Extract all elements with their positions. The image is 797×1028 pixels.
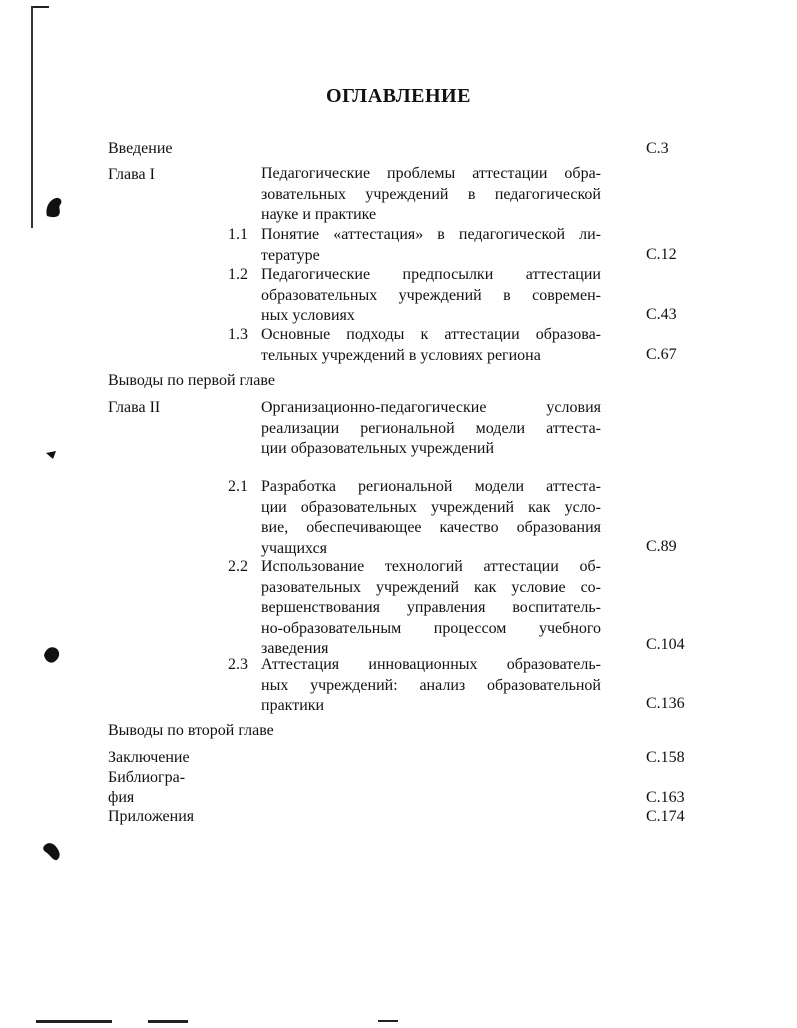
scan-corner-mark	[31, 6, 49, 8]
toc-chapter1-title	[261, 164, 601, 226]
toc-line: ных условиях	[261, 307, 355, 324]
toc-section-number: 2.1	[228, 478, 248, 495]
toc-line: Понятие «аттестация» в педагогической ли-	[261, 226, 601, 243]
toc-section-title	[261, 325, 601, 366]
toc-conclusions-chapter1: Выводы по первой главе	[108, 372, 275, 389]
toc-chapter2-label: Глава II	[108, 399, 161, 416]
toc-conclusion-label: Заключение	[108, 749, 190, 766]
toc-conclusions-chapter2: Выводы по второй главе	[108, 722, 274, 739]
toc-line: вершенствования управления воспитатель-	[261, 599, 601, 616]
binding-hole-mark	[44, 196, 64, 218]
toc-section-number: 1.2	[228, 266, 248, 283]
toc-section-page: С.67	[646, 346, 677, 363]
toc-bibliography-page: С.163	[646, 789, 685, 806]
toc-section-page: С.136	[646, 695, 685, 712]
toc-appendices-page: С.174	[646, 808, 685, 825]
binding-hole-mark	[42, 643, 62, 665]
toc-conclusion-page: С.158	[646, 749, 685, 766]
scan-edge-line	[36, 1020, 112, 1023]
toc-section-title	[261, 655, 601, 717]
toc-bibliography-label: Библиогра-	[108, 769, 186, 786]
toc-line: учащихся	[261, 539, 328, 557]
toc-section-title	[261, 477, 601, 559]
toc-chapter1-label: Глава I	[108, 166, 155, 183]
toc-line: но-образовательным процессом учебного	[261, 619, 601, 637]
binding-hole-mark	[42, 840, 62, 862]
toc-chapter2-title	[261, 398, 601, 460]
toc-line: Основные подходы к аттестации образова-	[261, 326, 601, 343]
toc-section-number: 2.2	[228, 558, 248, 575]
toc-line: зовательных учреждений в педагогической	[261, 185, 601, 203]
toc-section-number: 1.3	[228, 326, 248, 343]
toc-section-page: С.43	[646, 306, 677, 323]
toc-line: тературе	[261, 246, 320, 264]
toc-line: Аттестация инновационных образователь-	[261, 656, 601, 673]
toc-section-page: С.89	[646, 538, 677, 555]
toc-line: Использование технологий аттестации об-	[261, 558, 601, 575]
toc-line: тельных учреждений в условиях региона	[261, 346, 541, 364]
toc-line: ции образовательных учреждений как усло-	[261, 498, 601, 516]
toc-section-number: 2.3	[228, 656, 248, 673]
toc-bibliography-label: фия	[108, 789, 135, 806]
toc-line: заведения	[261, 640, 329, 657]
toc-appendices-label: Приложения	[108, 808, 195, 825]
toc-line: Педагогические предпосылки аттестации	[261, 266, 601, 283]
toc-section-page: С.104	[646, 636, 685, 653]
toc-line: вие, обеспечивающее качество образования	[261, 519, 601, 536]
toc-intro-page: С.3	[646, 140, 669, 157]
toc-section-number: 1.1	[228, 226, 248, 243]
toc-section-page: С.12	[646, 246, 677, 263]
toc-line: Педагогические проблемы аттестации обра-	[261, 165, 601, 182]
scan-edge-line	[378, 1020, 398, 1022]
page-title: ОГЛАВЛЕНИЕ	[326, 85, 471, 107]
toc-line: науке и практике	[261, 206, 377, 223]
toc-line: практики	[261, 697, 325, 714]
toc-section-title	[261, 265, 601, 327]
toc-section-title	[261, 225, 601, 266]
binding-hole-mark	[44, 448, 58, 462]
toc-section-title	[261, 557, 601, 660]
toc-line: образовательных учреждений в современ-	[261, 286, 601, 304]
toc-line: ции образовательных учреждений	[261, 440, 495, 457]
toc-line: ных учреждений: анализ образовательной	[261, 676, 601, 694]
toc-line: разовательных учреждений как условие со-	[261, 578, 601, 596]
toc-line: Разработка региональной модели аттеста-	[261, 478, 601, 495]
toc-line: Организационно-педагогические условия	[261, 399, 601, 416]
toc-intro-label: Введение	[108, 140, 173, 157]
toc-line: реализации региональной модели аттеста-	[261, 419, 601, 437]
scan-margin-line	[31, 6, 33, 228]
scan-edge-line	[148, 1020, 188, 1023]
